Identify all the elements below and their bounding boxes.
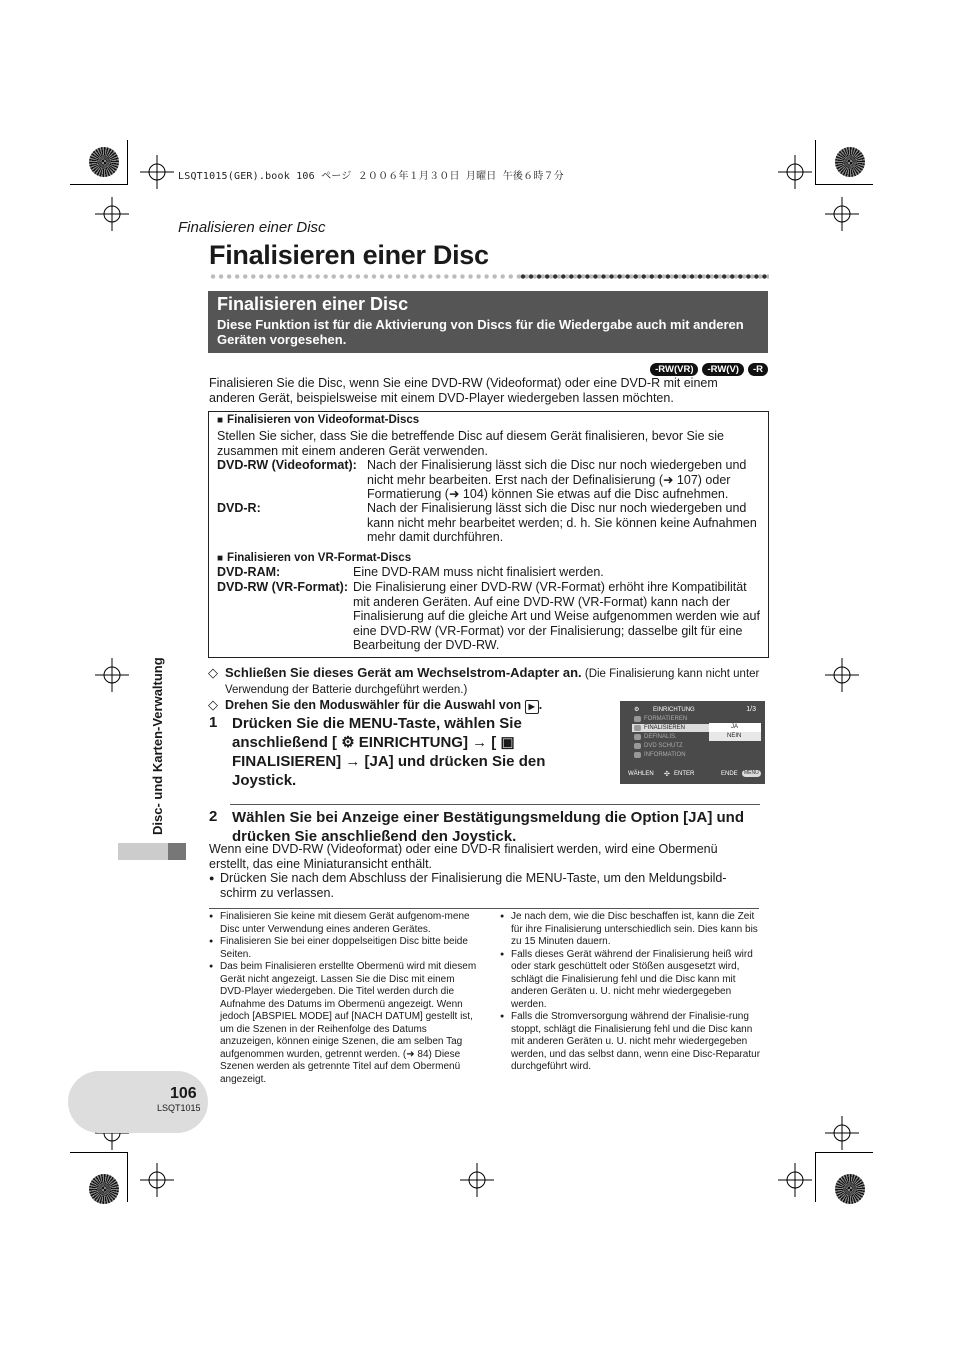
badge-r: -R: [748, 363, 768, 376]
step-1-number: 1: [209, 714, 218, 731]
lcd-footer-select: WÄHLEN: [628, 771, 654, 777]
side-chapter-label: Disc- und Karten-Verwaltung: [150, 657, 165, 835]
notes-right: [500, 911, 766, 1074]
notes-divider: [209, 908, 759, 909]
lcd-title: ⚙ EINRICHTUNG: [634, 707, 695, 713]
prep-power: Schließen Sie dieses Gerät am Wechselstrom-Adapter an. (Die Finalisierung kann nicht unter Verwendung der Batterie durchgeführt werden.): [225, 665, 760, 696]
lcd-footer-enter: ENTER: [674, 771, 695, 777]
step-2-number: 2: [209, 808, 218, 825]
lcd-option-nein: NEIN: [709, 732, 761, 741]
section-header: [208, 291, 768, 353]
video-text: Stellen Sie sicher, dass Sie die betreffende Disc auf diesem Gerät finalisieren, bevor Sie sie zusammen mit einem anderen Gerät verwenden.: [217, 429, 724, 458]
prep-mode-dial: Drehen Sie den Moduswähler für die Auswahl von ▶ .: [225, 698, 543, 712]
step-divider: [230, 804, 760, 805]
vr-heading: ■ Finalisieren von VR-Format-Discs: [217, 552, 412, 564]
lcd-item: FORMATIEREN: [632, 715, 720, 723]
notes-left: [209, 911, 479, 1086]
note-item: ● Falls dieses Gerät während der Finalisierung heiß wird oder stark geschüttelt oder Stößen ausgesetzt wird, schlägt die Finalisierung fehl und die Disc kann mit anderen Geräten u. U. nicht mehr wiedergegeben werden.: [500, 949, 766, 1012]
step-2-body: Wenn eine DVD-RW (Videoformat) oder eine DVD-R finalisiert werden, wird eine Obermenü erstellt, das eine Miniaturansicht enthält.: [209, 842, 718, 871]
rw-vr-text: Die Finalisierung einer DVD-RW (VR-Format) erhöht ihre Kompatibilität mit anderen Geräten. Auf eine DVD-RW (VR-Format) kann nach der Finalisierung auf die gleiche Art und Weise aufgenommen werden wie auf eine DVD-RW (VR-Format) vor der Finalisierung; dasselbe gilt für eine Bearbeitung der DVD-RW.: [353, 580, 760, 652]
rw-video-text: Nach der Finalisierung lässt sich die Disc nur noch wiedergeben und nicht mehr bearbeiten. Erst nach der Definalisierung (➜ 107) oder Formatierung (➜ 104) können Sie etwas auf die Disc aufnehmen.: [367, 458, 747, 501]
badge-rw-v: -RW(V): [702, 363, 743, 376]
side-chapter-tab: [118, 843, 186, 860]
ram-label: DVD-RAM:: [217, 565, 281, 579]
lcd-option-ja: JA: [709, 723, 761, 732]
playback-mode-icon: ▶: [525, 700, 539, 714]
video-heading: ■ Finalisieren von Videoformat-Discs: [217, 414, 420, 426]
section-title: Finalisieren einer Disc: [217, 294, 409, 314]
page-title: Finalisieren einer Disc: [209, 240, 489, 270]
diamond-icon: ◇: [208, 697, 218, 712]
joystick-icon: ✣: [664, 771, 670, 778]
badge-rw-vr: -RW(VR): [650, 363, 698, 376]
r-text: Nach der Finalisierung lässt sich die Disc nur noch wiedergeben und kann nicht mehr bearbeitet werden; d. h. Sie können keine Aufnahmen mehr damit durchführen.: [367, 501, 757, 544]
lcd-item: INFORMATION: [632, 751, 720, 759]
note-item: ● Finalisieren Sie keine mit diesem Gerät aufgenom-mene Disc unter Verwendung eines anderen Gerätes.: [209, 911, 479, 936]
page-number: 106: [170, 1085, 197, 1102]
r-label: DVD-R:: [217, 501, 261, 515]
intro-text: Finalisieren Sie die Disc, wenn Sie eine DVD-RW (Videoformat) oder eine DVD-R mit einem anderen Gerät, beispielsweise mit einem DVD-Player wiedergeben lassen möchten.: [209, 376, 718, 405]
rw-vr-label: DVD-RW (VR-Format):: [217, 580, 349, 594]
disc-type-badges: [650, 363, 768, 376]
lcd-menu-screenshot: [620, 701, 765, 784]
lcd-page: 1/3: [746, 706, 756, 713]
print-header-meta: LSQT1015(GER).book 106 ページ ２００６年１月３０日 月曜日 午後６時７分: [178, 171, 564, 182]
lcd-item: DVD SCHUTZ: [632, 742, 720, 750]
lcd-footer-exit: ENDE: [721, 771, 738, 777]
note-item: ● Finalisieren Sie bei einer doppelseitigen Disc bitte beide Seiten.: [209, 936, 479, 961]
info-box: [208, 411, 769, 658]
note-item: ● Falls die Stromversorgung während der Finalisie-rung stoppt, schlägt die Finalisierung fehl und die Disc kann mit anderen Geräten u. U. nicht mehr wiedergegeben werden, und das selbst dann, wenn eine Disc-Reparatur durchgeführt wird.: [500, 1011, 766, 1074]
diamond-icon: ◇: [208, 665, 218, 680]
section-subtitle: Diese Funktion ist für die Aktivierung von Discs für die Wiedergabe auch mit anderen Geräten vorgesehen.: [217, 317, 744, 347]
note-item: ● Je nach dem, wie die Disc beschaffen ist, kann die Zeit für ihre Finalisierung unterschiedlich sein. Dies kann bis zu 15 Minuten dauern.: [500, 911, 766, 949]
dotted-divider: [209, 273, 769, 280]
lcd-menu-button-icon: MENU: [744, 770, 759, 776]
step-1-text: Drücken Sie die MENU-Taste, wählen Sie anschließend [ ⚙ EINRICHTUNG] → [ ▣ FINALISIEREN] → [JA] und drücken Sie den Joystick.: [232, 715, 546, 789]
lcd-item-selected: FINALISIEREN: [632, 724, 720, 732]
ram-text: Eine DVD-RAM muss nicht finalisiert werden.: [353, 565, 604, 579]
running-title: Finalisieren einer Disc: [178, 219, 326, 236]
lcd-item: DEFINALIS.: [632, 733, 720, 741]
note-item: ● Das beim Finalisieren erstellte Obermenü wird mit diesem Gerät nicht angezeigt. Lassen Sie die Disc mit einem DVD-Player wiedergeben. Die Titel werden durch die Aufnahme des Datums im Obermenü angezeigt. Wenn jedoch [ABSPIEL MODE] auf [NACH DATUM] gestellt ist, um die Szenen in der Reihenfolge des Datums anzuzeigen, können einige Szenen, die am selben Tag aufgenommen wurden, getrennt werden. (➜ 84) Diese Szenen werden als getrennte Titel auf dem Obermenü angezeigt.: [209, 961, 479, 1086]
step-2-text: Wählen Sie bei Anzeige einer Bestätigungsmeldung die Option [JA] und drücken Sie anschließend den Joystick.: [232, 809, 744, 845]
step-2-bullet: ● Drücken Sie nach dem Abschluss der Finalisierung die MENU-Taste, um den Meldungsbild-schirm zu verlassen.: [209, 871, 727, 900]
rw-video-label: DVD-RW (Videoformat):: [217, 458, 357, 472]
page-code: LSQT1015: [157, 1103, 201, 1113]
